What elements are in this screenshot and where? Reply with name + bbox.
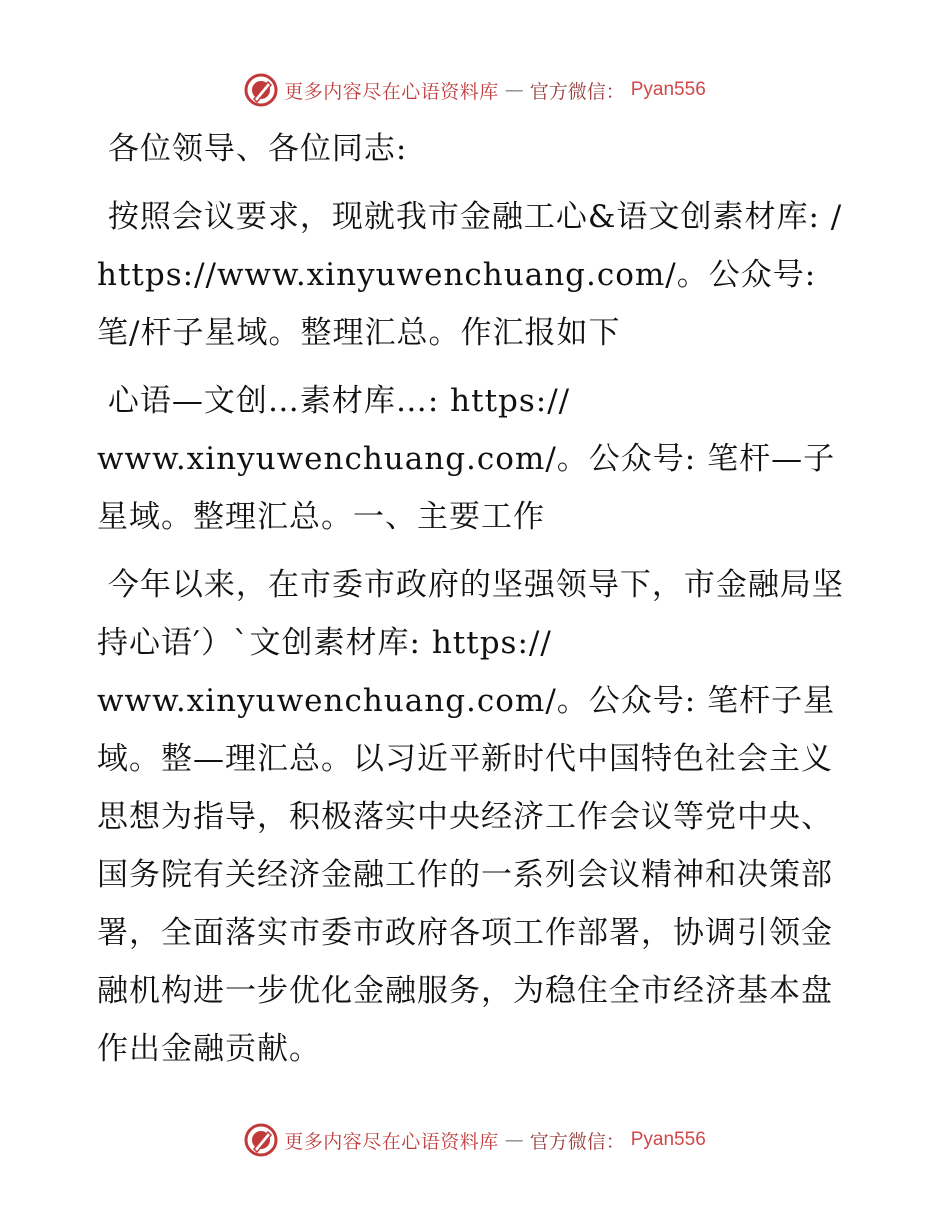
banner-wechat-id: Pyan556 [630,79,706,100]
banner-text: 更多内容尽在心语资料库 [284,80,499,103]
pen-logo-icon [244,1123,278,1157]
paragraph-intro: 按照会议要求，现就我市金融工心&语文创素材库: /https://www.xinyuwenchuang.com/。公众号: 笔/杆子星域。整理汇总。作汇报如下 [97,199,843,351]
banner-wechat-label: 官方微信： [529,80,625,103]
banner-separator: — [504,79,524,101]
paragraph-section-heading: 心语—文创…素材库…: https:// www.xinyuwenchuang.com/。公众号: 笔杆—子星域。整理汇总。一、主要工作 [97,383,836,535]
paragraph-greeting: 各位领导、各位同志: [97,131,408,167]
document-body [97,120,857,1088]
banner-wechat-label: 官方微信： [529,1130,625,1153]
paragraph-main-work: 今年以来，在市委市政府的坚强领导下，市金融局坚持心语′）`文创素材库: https:// www.xinyuwenchuang.com/。公众号: 笔杆子星 域。整—理汇总。以习近平新时代中国特色社会主义思想为指导，积极落实中央经济工作会议等党中央、国务院有关经济金融工作的一系列会议精神和决策部署，全面落实市委市政府各项工作部署，协调引领金融机构进一步优化金融服务，为稳住全市经济基本盘作出金融贡献。 [97,567,844,1067]
banner-separator: — [504,1129,524,1151]
banner-text: 更多内容尽在心语资料库 [284,1130,499,1153]
footer-banner [0,1120,950,1160]
banner-wechat-id: Pyan556 [630,1129,706,1150]
header-banner [0,70,950,110]
pen-logo-icon [244,73,278,107]
